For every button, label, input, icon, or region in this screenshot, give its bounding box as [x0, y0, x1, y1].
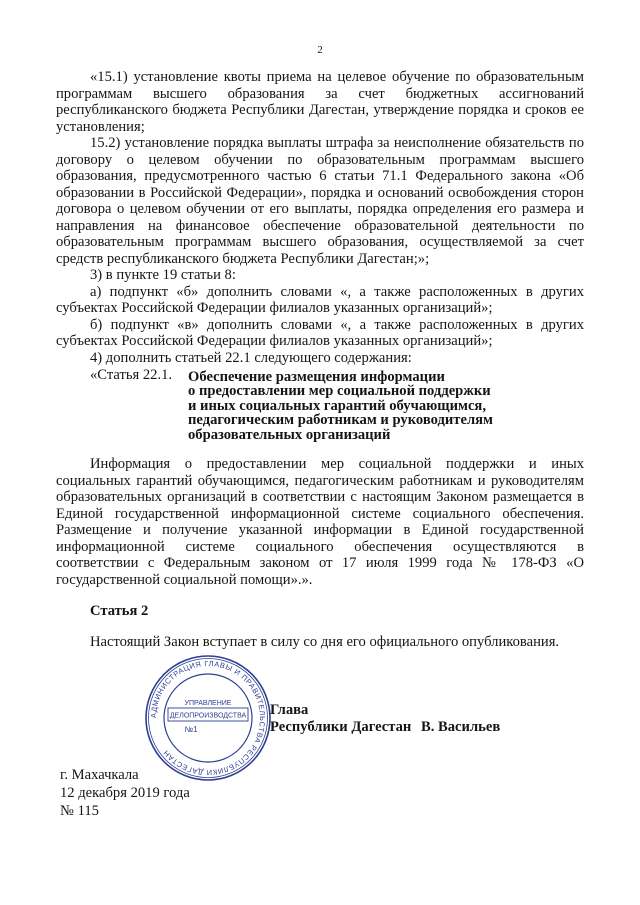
document-body — [56, 69, 584, 650]
city: г. Махачкала — [60, 767, 139, 783]
paragraph-15-1: «15.1) установление квоты приема на целевое обучение по образовательным программам высшего образования за счет бюджетных ассигнований республиканского бюджета Республики Дагестан, утверждение порядка и сроков ее установления; — [56, 69, 584, 135]
paragraph-item-4: 4) дополнить статьей 22.1 следующего содержания: — [90, 349, 412, 366]
signature-position-line: Глава — [270, 702, 309, 718]
article-22-1-label: «Статья 22.1. — [90, 367, 173, 383]
article-22-1-title-line: образовательных организаций — [188, 426, 391, 443]
date: 12 декабря 2019 года — [60, 785, 190, 801]
paragraph-15-2: 15.2) установление порядка выплаты штрафа за неисполнение обязательств по договору о целевом обучении по образовательным программам высшего образования, предусмотренного частью 6 статьи 71.1 Федерального закона «Об образовании в Российской Федерации», порядка и оснований освобождения сторон договора о целевом обучении от его выплаты, порядка определения его размера и направления на финансовое обеспечение образовательной деятельности по образовательным программам высшего образования, осуществляемой за счет средств республиканского бюджета Республики Дагестан;»; — [56, 135, 584, 267]
paragraph-subitem-b: б) подпункт «в» дополнить словами «, а также расположенных в других субъектах Российской Федерации филиалов указанных организаций»; — [56, 316, 584, 349]
stamp-ring-text: АДМИНИСТРАЦИЯ ГЛАВЫ И ПРАВИТЕЛЬСТВА РЕСПУБЛИКИ ДАГЕСТАН — [148, 658, 268, 778]
article-22-1-title-line: и иных социальных гарантий обучающимся, — [188, 397, 486, 414]
article-22-1-title — [188, 367, 493, 456]
signature-name: В. Васильев — [421, 719, 501, 735]
place-and-date — [60, 766, 190, 820]
stamp-center-line: УПРАВЛЕНИЕ — [184, 700, 232, 707]
article-22-1-title-line: о предоставлении мер социальной поддержки — [188, 383, 491, 400]
article-2-text: Настоящий Закон вступает в силу со дня его официального опубликования. — [90, 633, 560, 650]
stamp-center-line: №1 — [184, 725, 198, 734]
article-2-heading: Статья 2 — [90, 603, 149, 620]
page-number: 2 — [317, 44, 323, 56]
signature-position-line: Республики Дагестан — [270, 719, 412, 735]
stamp-center-line: ДЕЛОПРОИЗВОДСТВА — [169, 712, 247, 720]
article-22-1-heading — [56, 367, 584, 456]
article-22-1-title-line: Обеспечение размещения информации — [188, 369, 445, 385]
paragraph-subitem-a: а) подпункт «б» дополнить словами «, а также расположенных в других субъектах Российской Федерации филиалов указанных организаций»; — [56, 283, 584, 316]
paragraph-item-3: 3) в пункте 19 статьи 8: — [90, 267, 236, 283]
official-stamp — [143, 653, 273, 783]
signature-position — [270, 702, 411, 736]
document-number: № 115 — [60, 803, 99, 819]
article-22-1-title-line: педагогическим работникам и руководителям — [188, 412, 493, 429]
article-22-1-body: Информация о предоставлении мер социальной поддержки и иных социальных гарантий обучающимся, педагогическим работникам и руководителям образовательных организаций в соответствии с настоящим Законом размещается в Единой государственной информационной системе социального обеспечения. Размещение и получение указанной информации в Единой государственной информационной системе социального обеспечения осуществляются в соответствии с Федеральным законом от 17 июля 1999 года № 178-ФЗ «О государственной социальной помощи».». — [56, 456, 584, 588]
